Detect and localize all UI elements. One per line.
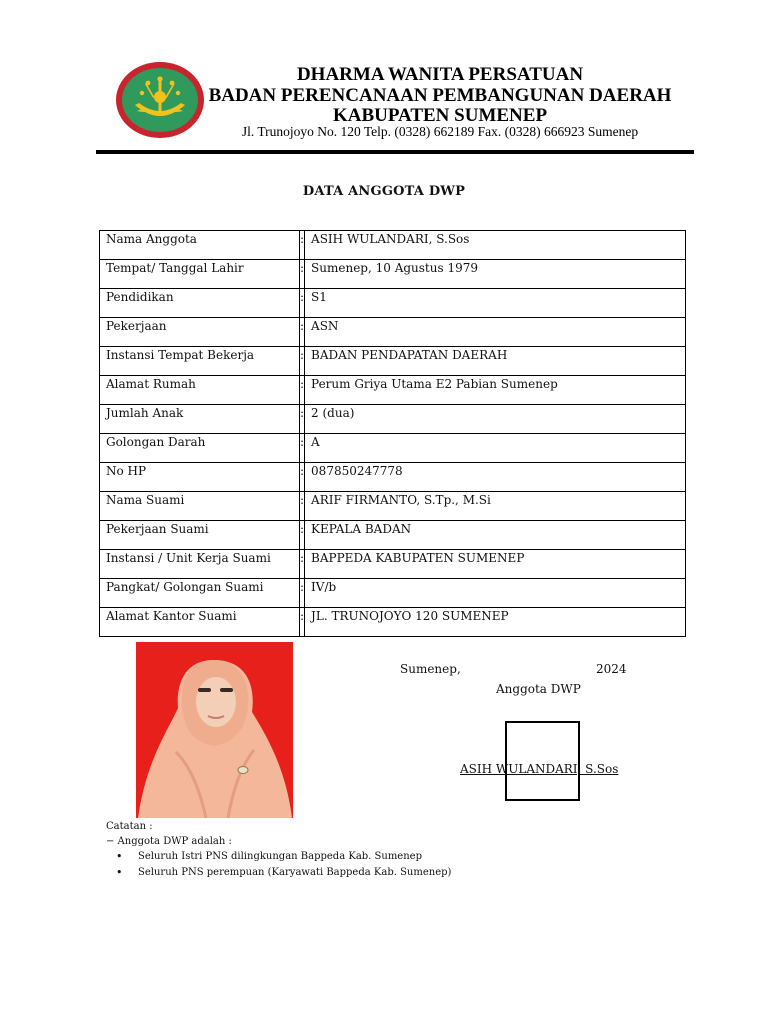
row-label: Nama Suami <box>100 492 300 521</box>
row-colon: : <box>300 434 305 463</box>
table-row <box>100 347 686 376</box>
row-colon: : <box>300 521 305 550</box>
row-value: IV/b <box>305 579 686 608</box>
row-value: JL. TRUNOJOYO 120 SUMENEP <box>305 608 686 637</box>
row-colon: : <box>300 608 305 637</box>
row-label: Instansi / Unit Kerja Suami <box>100 550 300 579</box>
row-label: Alamat Rumah <box>100 376 300 405</box>
table-row <box>100 521 686 550</box>
org-name: DHARMA WANITA PERSATUAN <box>296 64 584 85</box>
row-label: Pekerjaan Suami <box>100 521 300 550</box>
row-value: Perum Griya Utama E2 Pabian Sumenep <box>305 376 686 405</box>
person-portrait-icon <box>136 642 293 818</box>
row-colon: : <box>300 376 305 405</box>
table-row <box>100 463 686 492</box>
table-row <box>100 376 686 405</box>
row-value: 2 (dua) <box>305 405 686 434</box>
row-value: ASN <box>305 318 686 347</box>
signature-role: Anggota DWP <box>496 682 581 696</box>
row-colon: : <box>300 318 305 347</box>
region-name: KABUPATEN SUMENEP <box>332 105 548 126</box>
signatory-name: ASIH WULANDARI, S.Sos <box>460 762 619 776</box>
row-label: Pekerjaan <box>100 318 300 347</box>
table-row <box>100 318 686 347</box>
row-colon: : <box>300 579 305 608</box>
notes-section <box>106 821 451 883</box>
notes-intro: − Anggota DWP adalah : <box>106 836 232 847</box>
list-item: • Seluruh PNS perempuan (Karyawati Bappeda Kab. Sumenep) <box>138 867 451 878</box>
signature-box <box>505 721 580 801</box>
row-colon: : <box>300 492 305 521</box>
row-colon: : <box>300 260 305 289</box>
row-label: Pendidikan <box>100 289 300 318</box>
list-item: • Seluruh Istri PNS dilingkungan Bappeda Kab. Sumenep <box>138 851 451 862</box>
row-colon: : <box>300 550 305 579</box>
row-value: KEPALA BADAN <box>305 521 686 550</box>
department-name: BADAN PERENCANAAN PEMBANGUNAN DAERAH <box>208 85 672 106</box>
row-value: BADAN PENDAPATAN DAERAH <box>305 347 686 376</box>
table-row <box>100 405 686 434</box>
document-title: DATA ANGGOTA DWP <box>302 184 466 199</box>
row-label: Alamat Kantor Suami <box>100 608 300 637</box>
row-value: A <box>305 434 686 463</box>
row-colon: : <box>300 347 305 376</box>
table-row <box>100 231 686 260</box>
table-row <box>100 492 686 521</box>
row-colon: : <box>300 231 305 260</box>
row-label: Pangkat/ Golongan Suami <box>100 579 300 608</box>
table-row <box>100 550 686 579</box>
letterhead-divider <box>96 150 694 154</box>
row-colon: : <box>300 463 305 492</box>
table-row <box>100 289 686 318</box>
signature-year: 2024 <box>596 662 627 676</box>
signature-place: Sumenep, <box>400 662 461 676</box>
row-value: S1 <box>305 289 686 318</box>
row-label: Golongan Darah <box>100 434 300 463</box>
row-value: ARIF FIRMANTO, S.Tp., M.Si <box>305 492 686 521</box>
row-colon: : <box>300 289 305 318</box>
table-row <box>100 579 686 608</box>
table-row <box>100 434 686 463</box>
row-label: Jumlah Anak <box>100 405 300 434</box>
member-data-table <box>99 230 686 637</box>
row-value: BAPPEDA KABUPATEN SUMENEP <box>305 550 686 579</box>
row-label: Instansi Tempat Bekerja <box>100 347 300 376</box>
row-value: ASIH WULANDARI, S.Sos <box>305 231 686 260</box>
row-label: Nama Anggota <box>100 231 300 260</box>
notes-heading: Catatan : <box>106 821 153 832</box>
row-label: No HP <box>100 463 300 492</box>
row-label: Tempat/ Tanggal Lahir <box>100 260 300 289</box>
notes-list <box>106 851 451 878</box>
table-row <box>100 260 686 289</box>
row-value: 087850247778 <box>305 463 686 492</box>
member-photo <box>136 642 293 818</box>
dwp-logo-icon <box>115 61 205 139</box>
row-colon: : <box>300 405 305 434</box>
letterhead-address: Jl. Trunojoyo No. 120 Telp. (0328) 662189 Fax. (0328) 666923 Sumenep <box>241 124 639 139</box>
table-row <box>100 608 686 637</box>
row-value: Sumenep, 10 Agustus 1979 <box>305 260 686 289</box>
